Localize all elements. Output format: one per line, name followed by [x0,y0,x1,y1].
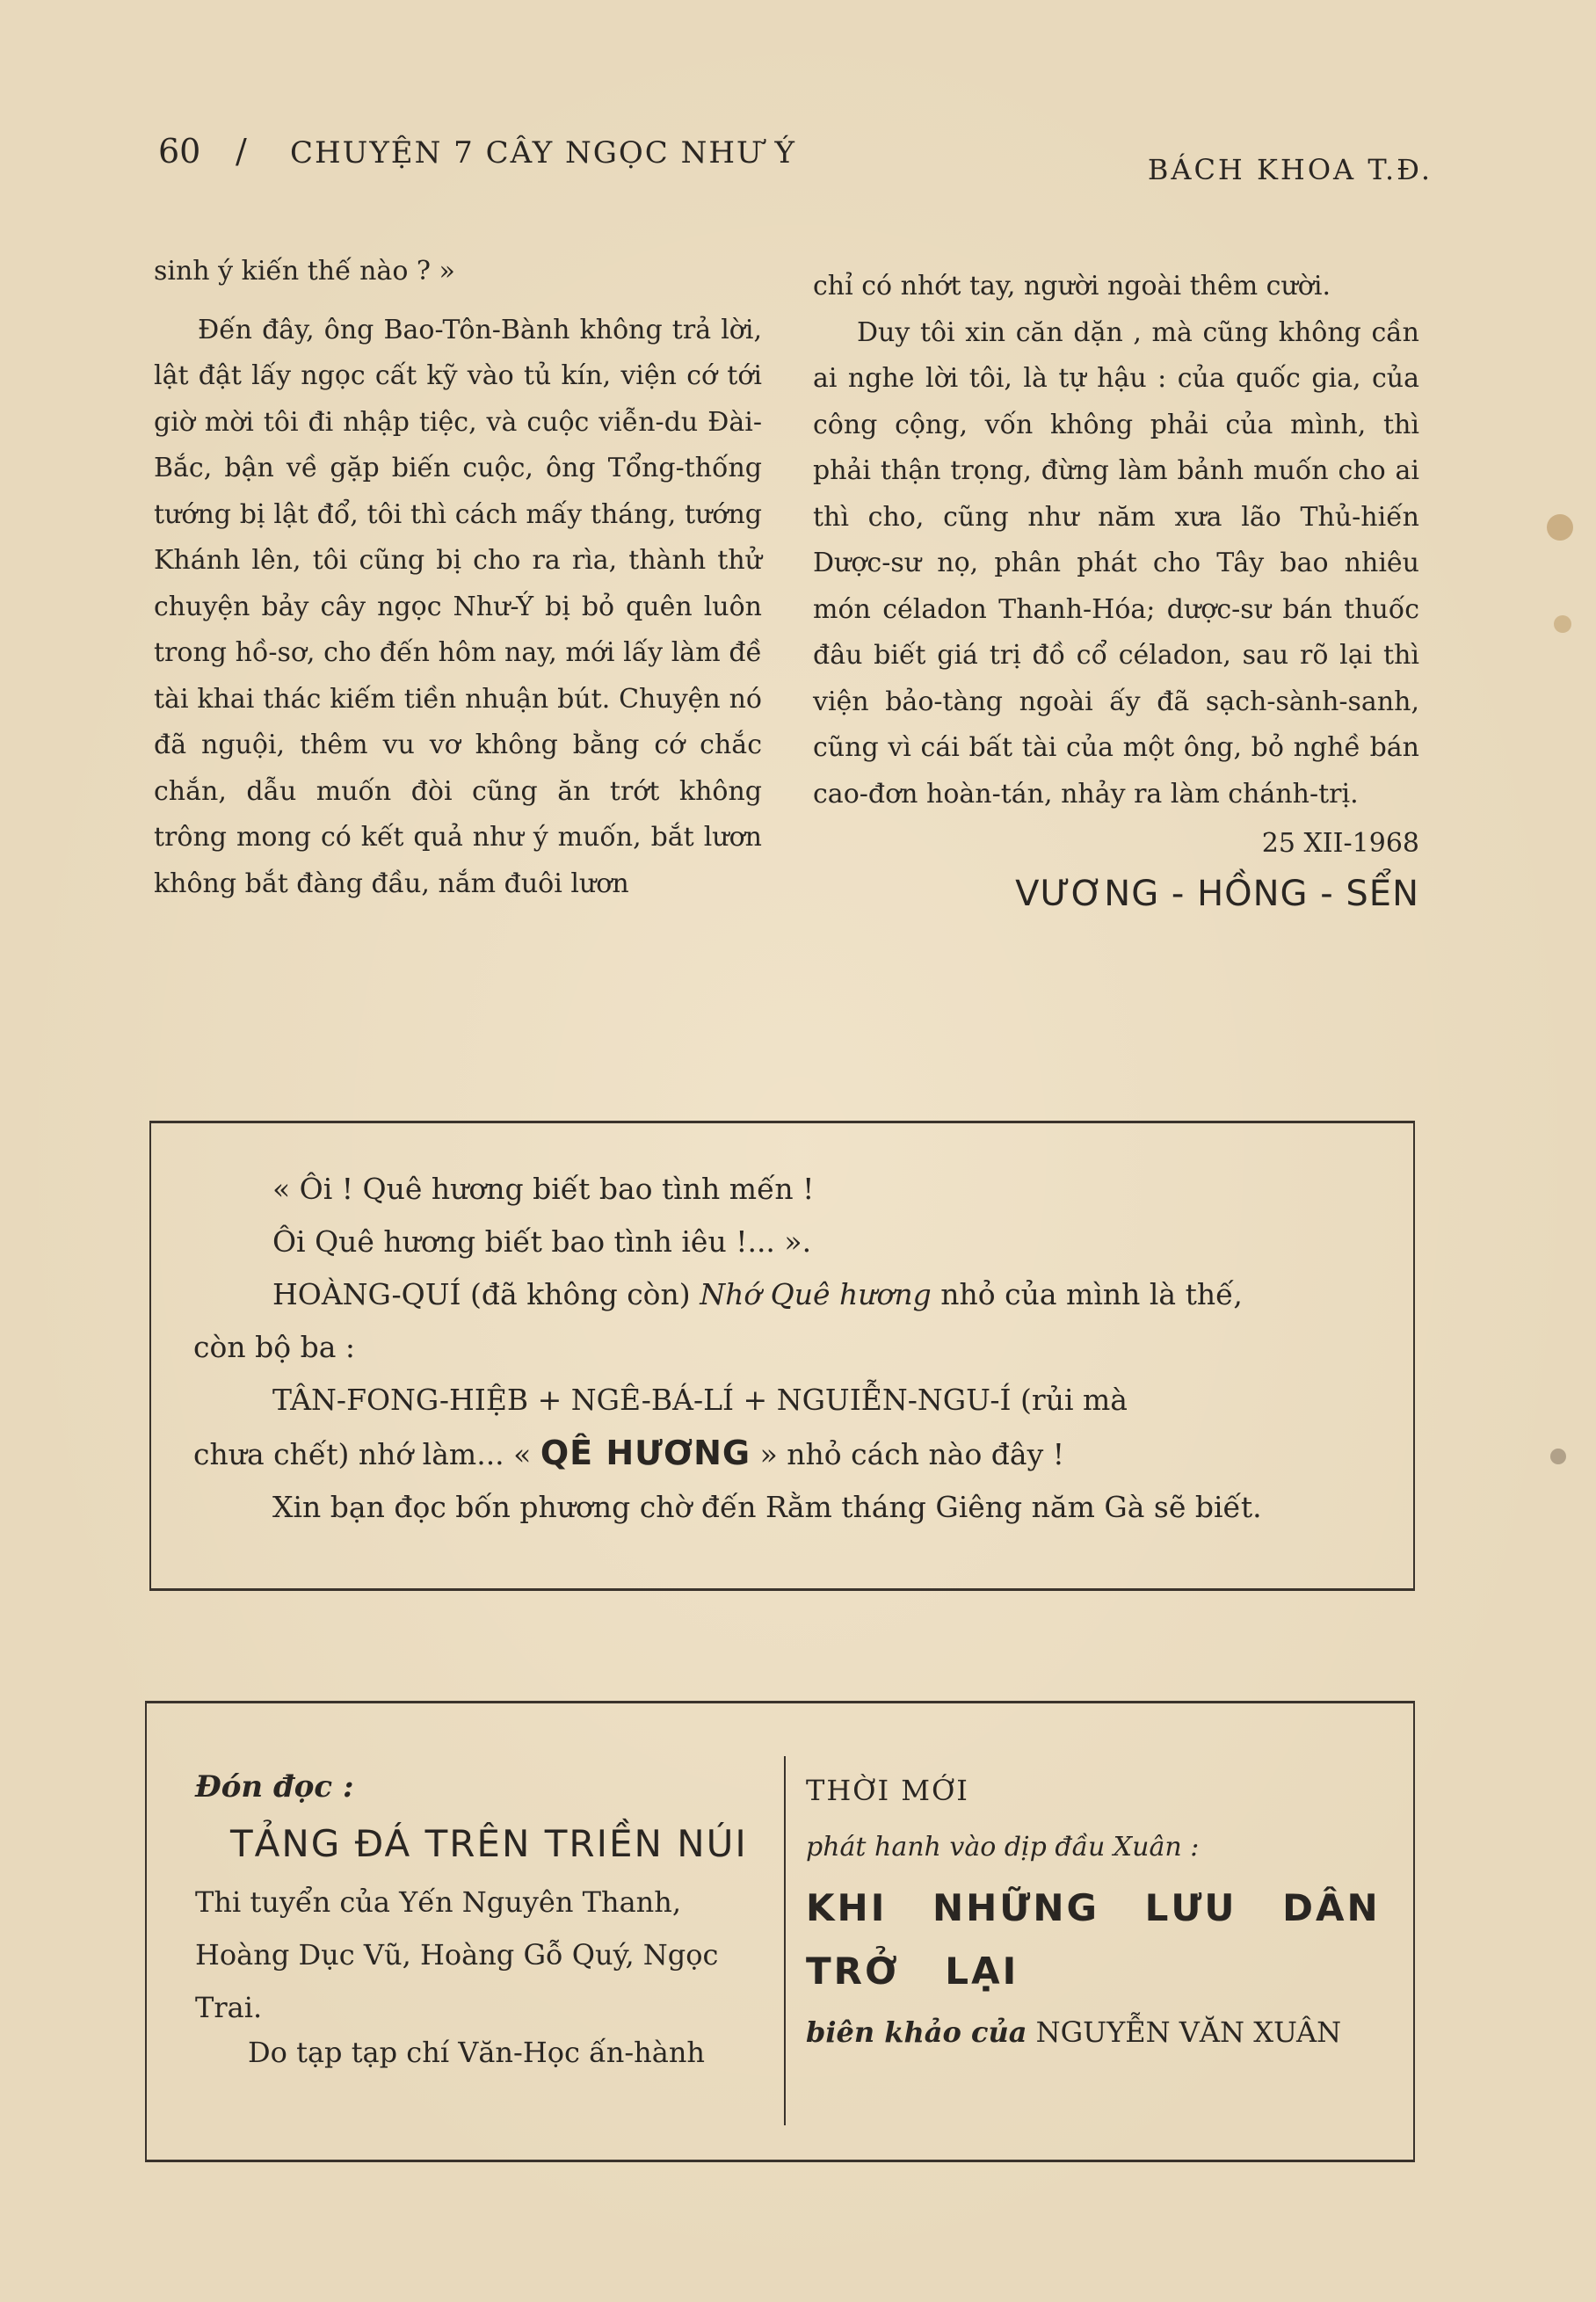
ad-right [806,1774,1386,2049]
book-publisher: Do tạp tạp chí Văn-Học ấn-hành [248,2036,706,2069]
paragraph: Duy tôi xin căn dặn , mà cũng không cần ai nghe lời tôi, là tự hậu : của quốc gia, của công cộng, vốn không phải của mình, thì phải thận trọng, đừng làm bảnh muốn cho ai thì cho, cũng như năm xưa lão Thủ-hiến Dược-sư nọ, phân phát cho Tây bao nhiêu món céladon Thanh-Hóa; dược-sư bán thuốc đâu biết giá trị đồ cổ céladon, sau rõ lại thì viện bảo-tàng ngoài ấy đã sạch-sành-sanh, cũng vì cái bất tài của một ông, bỏ nghề bán cao-đơn hoàn-tán, nhảy ra làm chánh-trị. [813,316,1419,810]
article-author: VƯƠNG - HỒNG - SỂN [1015,873,1419,914]
publisher-name: THỜI MỚI [806,1774,969,1807]
byline-prefix: biên khảo của [806,2015,1027,2049]
advertisement-box [145,1701,1415,2162]
quote-line: « Ôi ! Quê hương biết bao tình mến ! [272,1172,815,1206]
left-column [154,249,762,907]
paper-stain [1550,1449,1566,1464]
note-text: chưa chết) nhớ làm... « [193,1437,532,1471]
note-text: nhỏ của mình là thế, [940,1277,1243,1311]
paragraph: Đến đây, ông Bao-Tôn-Bành không trả lời, lật đật lấy ngọc cất kỹ vào tủ kín, viện cớ tới giờ mời tôi đi nhập tiệc, và cuộc viễn-du Đài-Bắc, bận về gặp biến cuộc, ông Tổng-thống tướng bị lật đổ, tôi thì cách mấy tháng, tướng Khánh lên, tôi cũng bị cho ra rìa, thành thử chuyện bảy cây ngọc Như-Ý bị bỏ quên luôn trong hồ-sơ, cho đến hôm nay, mới lấy làm đề tài khai thác kiếm tiền nhuận bút. Chuyện nó đã nguội, thêm vu vơ không bằng cớ chắc chắn, dẫu muốn đòi cũng ăn trớt không trông mong có kết quả như ý muốn, bắt lươn không bắt đàng đầu, nắm đuôi lươn [154,314,762,899]
article-title: CHUYỆN 7 CÂY NGỌC NHƯ Ý [290,135,796,171]
highlight-title: QÊ HƯƠNG [540,1434,751,1472]
book-title: TẢNG ĐÁ TRÊN TRIỀN NÚI [230,1822,748,1865]
page-header [158,132,1433,185]
note-line: TÂN-FONG-HIỆB + NGÊ-BÁ-LÍ + NGUIỄN-NGU-Í (rủi mà [272,1383,1128,1417]
article-date: 25 XII-1968 [1261,828,1419,859]
paper-stain [1547,514,1573,541]
book-byline [806,2015,1386,2049]
song-title: Nhớ Quê hương [700,1277,932,1311]
right-column [813,264,1419,917]
boxed-note [149,1121,1415,1591]
quote-line: Ôi Quê hương biết bao tình iêu !... ». [272,1224,812,1259]
paragraph: sinh ý kiến thế nào ? » [154,256,455,287]
header-separator: / [236,132,247,171]
publication-name: BÁCH KHOA T.Đ. [1147,153,1433,186]
note-text: HOÀNG-QUÍ (đã không còn) [272,1277,691,1311]
note-line: còn bộ ba : [193,1330,355,1364]
paragraph: chỉ có nhớt tay, người ngoài thêm cười. [813,271,1331,301]
paper-stain [1554,615,1571,633]
column-divider [784,1756,786,2125]
byline-author: NGUYỄN VĂN XUÂN [1035,2015,1342,2049]
book-title: KHI NHỮNG LƯU DÂN TRỞ LẠI [806,1886,1381,1993]
page-number: 60 [158,132,201,171]
note-line [193,1268,1371,1321]
note-text: » nhỏ cách nào đây ! [759,1437,1064,1471]
ad-label: Đón đọc : [195,1769,354,1805]
ad-left [195,1769,758,2069]
note-line: Xin bạn đọc bốn phương chờ đến Rằm tháng Giêng năm Gà sẽ biết. [272,1490,1262,1524]
note-line [193,1427,1371,1481]
release-note: phát hanh vào dịp đầu Xuân : [806,1832,1200,1863]
book-description: Thi tuyển của Yến Nguyên Thanh, Hoàng Dục Vũ, Hoàng Gỗ Quý, Ngọc Trai. [195,1885,719,2024]
